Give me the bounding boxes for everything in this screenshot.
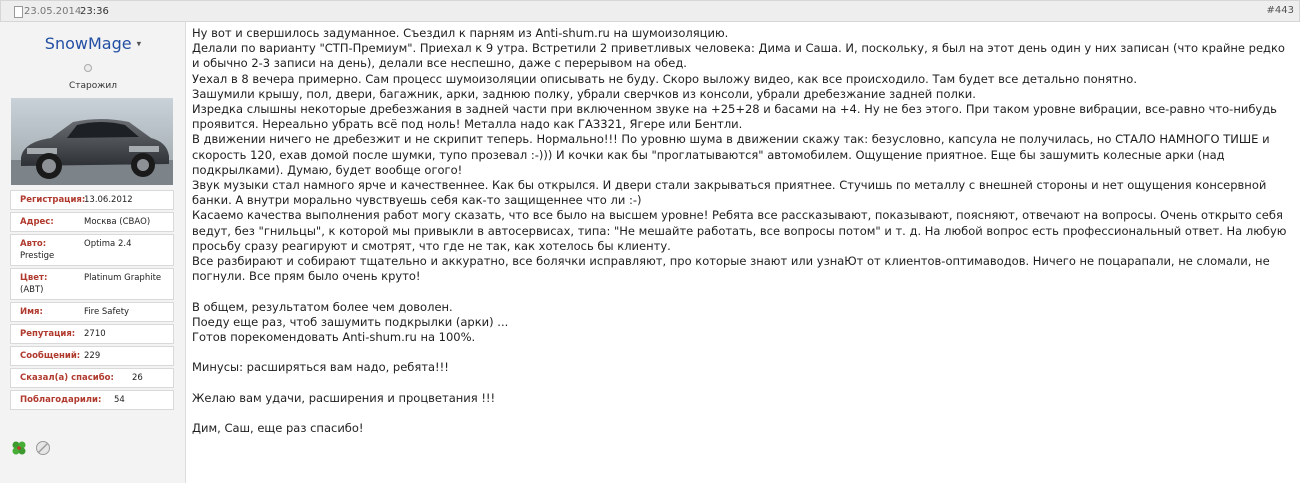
info-registration: Регистрация: 13.06.2012 bbox=[10, 190, 174, 210]
post-paragraph: Зашумили крышу, пол, двери, багажник, арки, заднюю полку, убрали сверчков из консоли, убрали дребезжание задней полки. bbox=[192, 86, 976, 101]
post-paragraph: Делали по варианту "СТП-Премиум". Приехал к 9 утра. Встретили 2 приветливых человека: Дима и Саша. И, поскольку, я был на этот день один у них записан (что крайне редко и обычно 2-3 записи на день), делали все неспешно, даже с перерывом на обед. bbox=[192, 41, 1285, 71]
post-paragraph: Ну вот и свершилось задуманное. Съездил к парням из Anti-shum.ru на шумоизоляцию. bbox=[192, 26, 729, 40]
info-address: Адрес: Москва (СВАО) bbox=[10, 212, 174, 232]
username-link[interactable] bbox=[0, 34, 186, 53]
post-paragraph: В общем, результатом более чем доволен. bbox=[192, 299, 453, 314]
info-said-thanks: Сказал(а) спасибо: 26 bbox=[10, 368, 174, 388]
post-paragraph: Касаемо качества выполнения работ могу сказать, что все было на высшем уровне! Ребята все рассказывают, показывают, поясняют, отвечают на вопросы. Очень открыто себя ведут, без "гнильцы", к которой мы привыкли в автосервисах, типа: "Не мешайте работать, все вопросы потом" и т. д. На любой вопрос есть профессиональный ответ. На любую просьбу сразу реагируют и смотрят, что где не так, как хотелось бы клиенту. bbox=[192, 208, 1287, 253]
post-date: 23.05.2014 bbox=[24, 6, 82, 17]
post-paragraph: Уехал в 8 вечера примерно. Сам процесс шумоизоляции описывать не буду. Скоро выложу видео, как все происходило. Там будет все детально понятно. bbox=[192, 71, 1137, 86]
info-messages: Сообщений: 229 bbox=[10, 346, 174, 366]
post-paragraph: В движении ничего не дребезжит и не скрипит теперь. Нормально!!! По уровню шума в движении скажу так: безусловно, капсула не получилась, но СТАЛО НАМНОГО ТИШЕ и скорость 120, ехав домой после шумки, тупо прозевал :-))) И кочки как бы "проглатываются" автомобилем. Ощущение приятное. Еще бы зашумить колесные арки (над подкрылками). Думаю, будет вообще огого! bbox=[192, 132, 1270, 177]
info-car: Авто: Optima 2.4 Prestige bbox=[10, 234, 174, 266]
post-time: 23:36 bbox=[80, 6, 109, 17]
info-thanked: Поблагодарили: 54 bbox=[10, 390, 174, 410]
post-paragraph: Звук музыки стал намного ярче и качественнее. Как бы открылся. И двери стали закрываться приятнее. Стучишь по металлу с внешней стороны и нет ощущения консервной банки. А внутри морально чувствуешь себя как-то защищеннее что ли :-) bbox=[192, 178, 1267, 208]
post-paragraph: Дим, Саш, еще раз спасибо! bbox=[192, 421, 364, 436]
no-entry-icon[interactable] bbox=[35, 440, 51, 456]
online-status-icon bbox=[84, 64, 92, 72]
info-name: Имя: Fire Safety bbox=[10, 302, 174, 322]
avatar bbox=[11, 98, 173, 185]
document-icon bbox=[14, 6, 23, 18]
paragraph-gap bbox=[192, 376, 1296, 391]
post-paragraph: Поеду еще раз, чтоб зашумить подкрылки (арки) ... bbox=[192, 314, 509, 329]
clover-icon[interactable] bbox=[11, 440, 27, 456]
car-avatar-image bbox=[11, 98, 173, 185]
username[interactable]: SnowMage bbox=[44, 34, 132, 53]
info-color: Цвет: Platinum Graphite (АВТ) bbox=[10, 268, 174, 300]
paragraph-gap bbox=[192, 406, 1296, 421]
post-paragraph: Минусы: расширяться вам надо, ребята!!! bbox=[192, 360, 449, 375]
post-paragraph: Изредка слышны некоторые дребезжания в задней части при включенном звуке на +25+28 и басами на +4. Ну не без этого. При таком уровне вибрации, все-равно что-нибудь проявится. Нереально убрать всё под ноль! Металла надо как ГАЗ321, Ягере или Бентли. bbox=[192, 102, 1277, 132]
post-paragraph: Все разбирают и собирают тщательно и аккуратно, все болячки исправляют, про которые знают или узнаЮт от клиентов-оптимаводов. Ничего не поцарапали, не сломали, не погнули. Все прям было очень круто! bbox=[192, 254, 1270, 284]
author-sidebar bbox=[0, 22, 186, 483]
user-info-list bbox=[10, 190, 174, 412]
info-reputation: Репутация: 2710 bbox=[10, 324, 174, 344]
post-paragraph: Желаю вам удачи, расширения и процветания !!! bbox=[192, 390, 496, 405]
user-rank: Старожил bbox=[69, 81, 117, 91]
post-header bbox=[0, 0, 1300, 22]
post-paragraph: Готов порекомендовать Anti-shum.ru на 100%. bbox=[192, 330, 476, 345]
paragraph-gap bbox=[192, 345, 1296, 360]
post-number-link[interactable]: #443 bbox=[1266, 5, 1294, 16]
post-body bbox=[192, 26, 1296, 436]
paragraph-gap bbox=[192, 284, 1296, 299]
chevron-down-icon[interactable]: ▾ bbox=[136, 39, 142, 50]
user-icons bbox=[11, 440, 51, 459]
